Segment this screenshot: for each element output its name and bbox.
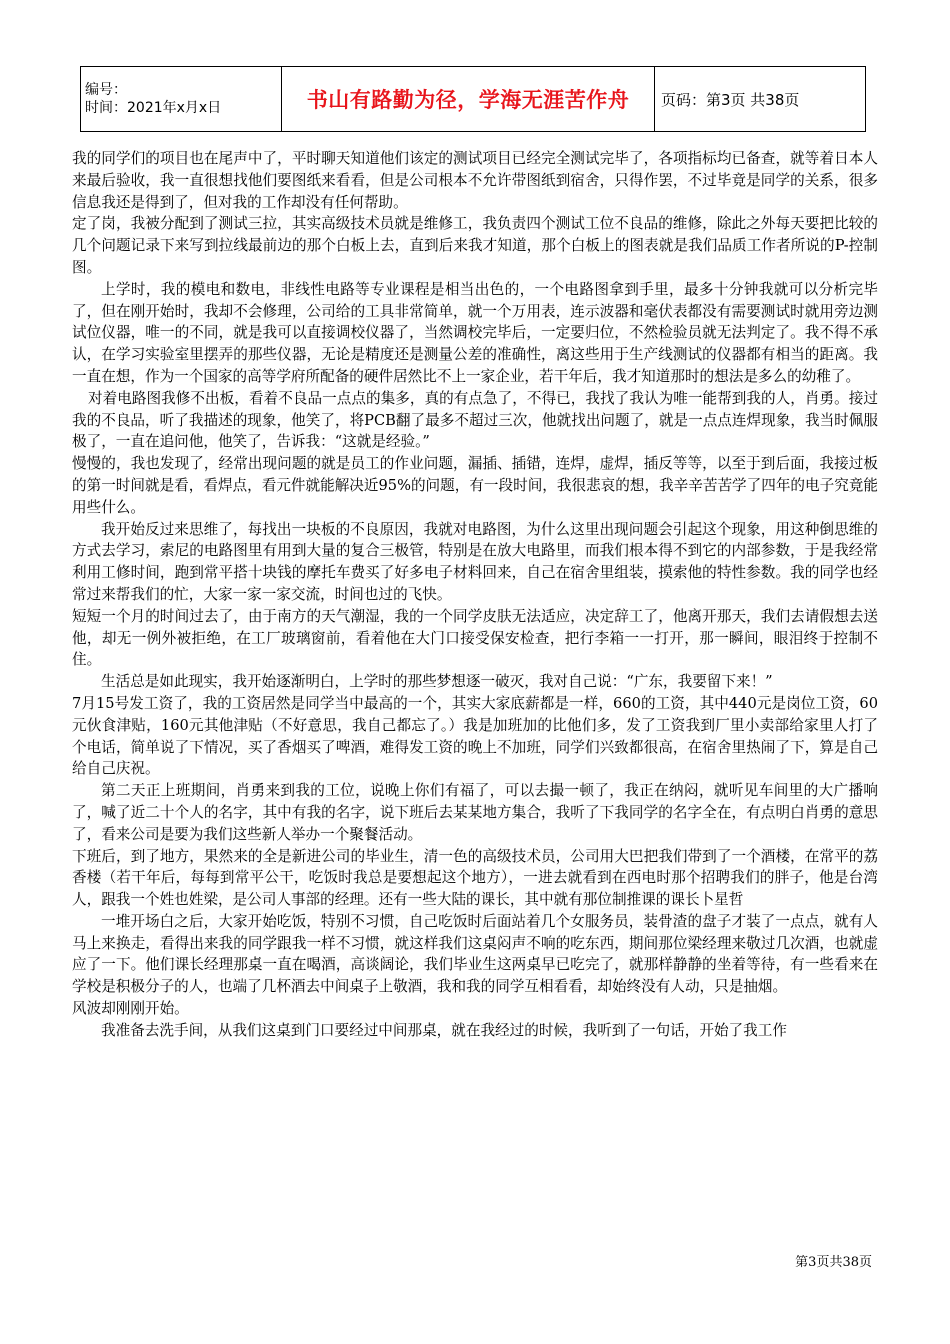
paragraph: 对着电路图我修不出板，看着不良品一点点的集多，真的有点急了，不得已，我找了我认为唯一能帮到我的人，肖勇。接过我的不良品，听了我描述的现象，他笑了，将PCB翻了最多不超过三次，他就找出问题了，就是一点点连焊现象，我当时佩服极了，一直在追问他，他笑了，告诉我：“这就是经验。” xyxy=(72,389,878,451)
header-page-label: 页码：第3页 共38页 xyxy=(655,67,866,132)
paragraph: 一堆开场白之后，大家开始吃饭，特别不习惯，自己吃饭时后面站着几个女服务员，装骨渣的盘子才装了一点点，就有人马上来换走，看得出来我的同学跟我一样不习惯，就这样我们这桌闷声不响的吃东西，期间那位梁经理来敬过几次酒，也就虚应了一下。他们课长经理那桌一直在喝酒，高谈阔论，我们毕业生这两桌早已吃完了，就那样静静的坐着等待，有一些看来在学校是积极分子的人，也端了几杯酒去中间桌子上敬酒，我和我的同学互相看看，却始终没有人动，只是抽烟。 xyxy=(72,912,878,996)
paragraph: 我开始反过来思维了，每找出一块板的不良原因，我就对电路图，为什么这里出现问题会引起这个现象，用这种倒思维的方式去学习，索尼的电路图里有用到大量的复合三极管，特别是在放大电路里，而我们根本得不到它的内部参数，于是我经常利用工修时间，跑到常平搭十块钱的摩托车费买了好多电子材料回来，自己在宿舍里组装，摸索他的特性参数。我的同学也经常过来帮我们的忙，大家一家一家交流，时间也过的飞快。 xyxy=(72,520,878,603)
paragraph: 生活总是如此现实，我开始逐渐明白，上学时的那些梦想逐一破灭，我对自己说：“广东，我要留下来！” xyxy=(101,673,773,691)
header-time-label: 时间：2021年x月x日 xyxy=(85,100,222,116)
paragraph: 第二天正上班期间，肖勇来到我的工位，说晚上你们有福了，可以去撮一顿了，我正在纳闷，就听见车间里的大广播响了，喊了近二十个人的名字，其中有我的名字，说下班后去某某地方集合，我听了下我同学的名字全在，有点明白肖勇的意思了，看来公司是要为我们这些新人举办一个聚餐活动。 xyxy=(72,782,878,843)
paragraph: 短短一个月的时间过去了，由于南方的天气潮湿，我的一个同学皮肤无法适应，决定辞工了，他离开那天，我们去请假想去送他，却无一例外被拒绝，在工厂玻璃窗前，看着他在大门口接受保安检查，把行李箱一一打开，那一瞬间，眼泪终于控制不住。 xyxy=(72,607,878,669)
header-info-cell xyxy=(81,67,282,132)
header-number-label: 编号： xyxy=(85,82,127,98)
paragraph: 风波却刚刚开始。 xyxy=(72,1000,189,1018)
paragraph: 7月15号发工资了，我的工资居然是同学当中最高的一个，其实大家底薪都是一样，660的工资，其中440元是岗位工资，60元伙食津贴，160元其他津贴（不好意思，我自己都忘了。）我是加班加的比他们多，发了工资我到厂里小卖部给家里人打了个电话，简单说了下情况，买了香烟买了啤酒，难得发工资的晚上不加班，同学们兴致都很高，在宿舍里热闹了下，算是自己给自己庆祝。 xyxy=(72,694,878,778)
header-motto: 书山有路勤为径，学海无涯苦作舟 xyxy=(282,67,655,132)
paragraph: 上学时，我的模电和数电，非线性电路等专业课程是相当出色的，一个电路图拿到手里，最多十分钟我就可以分析完毕了，但在刚开始时，我却不会修理，公司给的工具非常简单，就一个万用表，连示波器和毫伏表都没有需要测试时就用旁边测试位仪器，唯一的不同，就是我可以直接调校仪器了，当然调校完毕后，一定要归位，不然检验员就无法判定了。我不得不承认，在学习实验室里摆弄的那些仪器，无论是精度还是测量公差的准确性，离这些用于生产线测试的仪器都有相当的距离。我一直在想，作为一个国家的高等学府所配备的硬件居然比不上一家企业，若干年后，我才知道那时的想法是多么的幼稚了。 xyxy=(72,280,878,385)
paragraph: 定了岗，我被分配到了测试三拉，其实高级技术员就是维修工，我负责四个测试工位不良品的维修，除此之外每天要把比较的几个问题记录下来写到拉线最前边的那个白板上去，直到后来我才知道，那个白板上的图表就是我们品质工作者所说的P-控制图。 xyxy=(72,215,878,276)
paragraph: 我准备去洗手间，从我们这桌到门口要经过中间那桌，就在我经过的时候，我听到了一句话，开始了我工作 xyxy=(101,1021,787,1039)
page-footer: 第3页共38页 xyxy=(795,1255,872,1270)
document-body xyxy=(72,148,878,1042)
paragraph: 慢慢的，我也发现了，经常出现问题的就是员工的作业问题，漏插、插错，连焊，虚焊，插反等等，以至于到后面，我接过板的第一时间就是看，看焊点，看元件就能解决近95%的问题，有一段时间，我很悲哀的想，我辛辛苦苦学了四年的电子究竟能用些什么。 xyxy=(72,455,878,516)
paragraph: 我的同学们的项目也在尾声中了，平时聊天知道他们该定的测试项目已经完全测试完毕了，各项指标均已备查，就等着日本人来最后验收，我一直很想找他们要图纸来看看，但是公司根本不允许带图纸到宿舍，只得作罢，不过毕竟是同学的关系，很多信息我还是得到了，但对我的工作却没有任何帮助。 xyxy=(72,150,878,211)
paragraph: 下班后，到了地方，果然来的全是新进公司的毕业生，清一色的高级技术员，公司用大巴把我们带到了一个酒楼，在常平的荔香楼（若干年后，每每到常平公干，吃饭时我总是要想起这个地方），一进去就看到在西电时那个招聘我们的胖子，他是台湾人，跟我一个姓也姓梁，是公司人事部的经理。还有一些大陆的课长，其中就有那位制推课的课长卜星哲 xyxy=(72,847,878,909)
page-header xyxy=(80,66,866,132)
